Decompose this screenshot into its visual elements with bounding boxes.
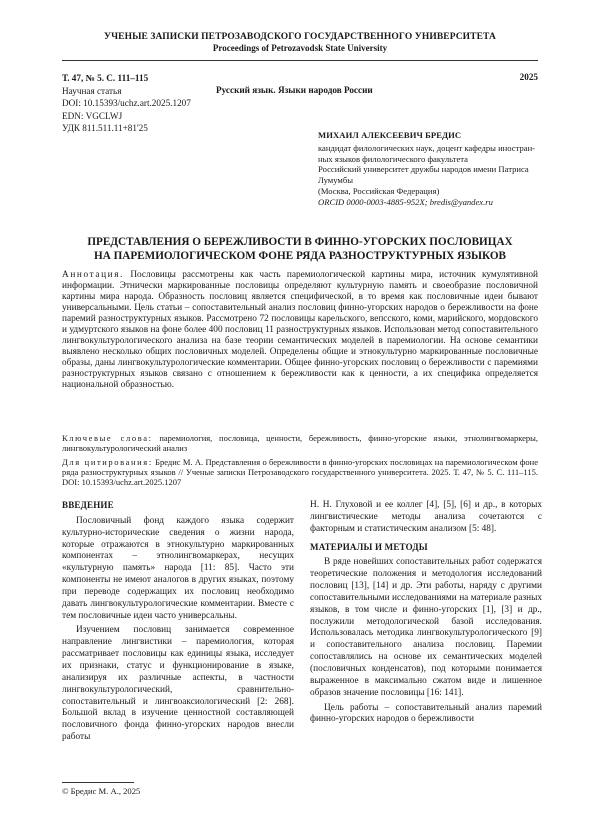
footnote-divider — [62, 782, 134, 783]
body-paragraph: Цель работы – сопоставительный анализ паремий финно-угорских народов о бережливости — [310, 702, 542, 725]
title-line: НА ПАРЕМИОЛОГИЧЕСКОМ ФОНЕ РЯДА РАЗНОСТРУКТУРНЫХ ЯЗЫКОВ — [94, 249, 506, 262]
body-column-right — [310, 500, 542, 729]
journal-title-ru: УЧЕНЫЕ ЗАПИСКИ ПЕТРОЗАВОДСКОГО ГОСУДАРСТВЕННОГО УНИВЕРСИТЕТА — [104, 32, 496, 42]
author-line: Лумумбы — [318, 175, 354, 186]
body-paragraph: Изучением пословиц занимается современное направление лингвистики – паремиология, которая рассматривает пословицы как единицы языка, исследует их признаки, статус и функционирование в языке, анализируя их различные аспекты, в частности лингвокультурологический, сравнительно-сопоставительный и лингвоаксиологический [2: 268]. Большой вклад в изучение ценностной составляющей пословичного фонда финно-угорских народов внесли работы — [62, 625, 294, 743]
intro-heading: ВВЕДЕНИЕ — [62, 500, 114, 510]
body-column-left — [62, 500, 294, 747]
author-block — [318, 130, 550, 208]
article-meta — [62, 72, 191, 135]
volume-pages: Т. 47, № 5. С. 111–115 — [62, 73, 149, 83]
abstract — [62, 270, 538, 392]
year: 2025 — [519, 72, 538, 82]
article-title — [62, 236, 538, 263]
journal-title-en: Proceedings of Petrozavodsk State University — [212, 43, 388, 53]
article-type: Научная статья — [62, 85, 122, 96]
header-divider — [62, 60, 538, 61]
author-line: Российский университет дружбы народов имени Патриса — [318, 164, 529, 175]
body-paragraph: Пословичный фонд каждого языка содержит культурно-исторические сведения о жизни народа, которые отражаются в этнокультурно маркированных компонентах – этнолингвомаркерах, несущих «культурную память» народа [11: 85]. Часто эти компоненты не имеют аналогов в других языках, поэтому при переводе содержащих их пословиц необходимо давать лингвокультурологические комментарии. Вместе с тем пословичные идеи часто универсальны. — [62, 515, 294, 621]
keywords-label: Ключевые слова: — [62, 433, 153, 443]
title-line: ПРЕДСТАВЛЕНИЯ О БЕРЕЖЛИВОСТИ В ФИННО-УГОРСКИХ ПОСЛОВИЦАХ — [87, 236, 513, 248]
edn: EDN: VGCLWJ — [62, 110, 123, 121]
citation-label: Для цитирования: — [62, 457, 153, 467]
author-line: (Москва, Российская Федерация) — [318, 185, 440, 196]
author-orcid: ORCID 0000-0003-4885-952X; bredis@yandex.ru — [318, 196, 493, 207]
section-name: Русский язык. Языки народов России — [216, 84, 373, 95]
doi: DOI: 10.15393/uchz.art.2025.1207 — [62, 98, 191, 108]
body-paragraph: В ряде новейших сопоставительных работ содержатся теоретические положения и методология исследований пословиц [13], [14] и др. Эти работы, наряду с другими сопоставительными исследованиями на материале разных языков, в том числе и финно-угорских [1], [3] и др., послужили методологической базой исследования. Использовалась методика лингвокультурологического [9] и сопоставительного анализа пословиц. Паремии сопоставлялись на основе их семантических моделей (пословичных конденсатов), под которыми понимается выраженное в максимально сжатом виде и лишенное образов значение пословицы [16: 141]. — [310, 557, 542, 698]
journal-header — [0, 32, 600, 53]
author-name: МИХАИЛ АЛЕКСЕЕВИЧ БРЕДИС — [318, 130, 462, 140]
citation-text: Бредис М. А. Представления о бережливости в финно-угорских пословицах на паремиологическом фоне ряда разноструктурных языков // Ученые записки Петрозаводского государственного университета. 2025. Т. 47, № 5. С. 111–115. DOI: 10.15393/uchz.art.2025.1207 — [62, 457, 538, 488]
author-line: ных языков филологического факультета — [318, 153, 468, 164]
keywords — [62, 433, 538, 453]
keywords-text: паремиология, пословица, ценности, бережливость, финно-угорские языки, этнолингвомаркеры, лингвокультурологический анализ — [62, 433, 539, 454]
udk: УДК 811.511.11+81'25 — [62, 123, 148, 133]
citation — [62, 457, 538, 488]
body-paragraph: Н. Н. Глуховой и ее коллег [4], [5], [6] и др., в которых лингвистические методы анализа сочетаются с факторным и статистическим анализом [5: 48]. — [310, 500, 542, 534]
methods-heading: МАТЕРИАЛЫ И МЕТОДЫ — [310, 541, 428, 552]
abstract-label: Аннотация. — [62, 270, 125, 280]
copyright: © Бредис М. А., 2025 — [62, 786, 141, 796]
author-line: кандидат филологических наук, доцент кафедры иностран- — [318, 142, 536, 153]
abstract-text: Пословицы рассмотрены как часть паремиологической картины мира, источник кумулятивной информации. Этнически маркированные пословицы определяют культурную память и своеобразие пословичной картины мира народа. Образность пословиц является специфической, в то время как пословичные идеи бывают универсальными. Цель статьи – сопоставительный анализ пословиц финно-угорских народов о бережливости на фоне паремий разноструктурных языков. Рассмотрено 72 пословицы карельского, вепсского, коми, марийского, мордовского и удмуртского языков на фоне более 400 пословиц 11 разноструктурных языков. Использован метод сопоставительного лингвокультурологического анализа на базе теории семантических моделей в паремиологии. На основе семантики выявлено несколько общих пословичных моделей. Определены общие и этнокультурно маркированные пословичные образы, даны лингвокультурологические комментарии. Общее финно-угорских пословиц о бережливости с паремиями разноструктурных языков связано с отношением к бережливости как к ценности, а их специфика определяется национальной образностью. — [62, 270, 538, 391]
